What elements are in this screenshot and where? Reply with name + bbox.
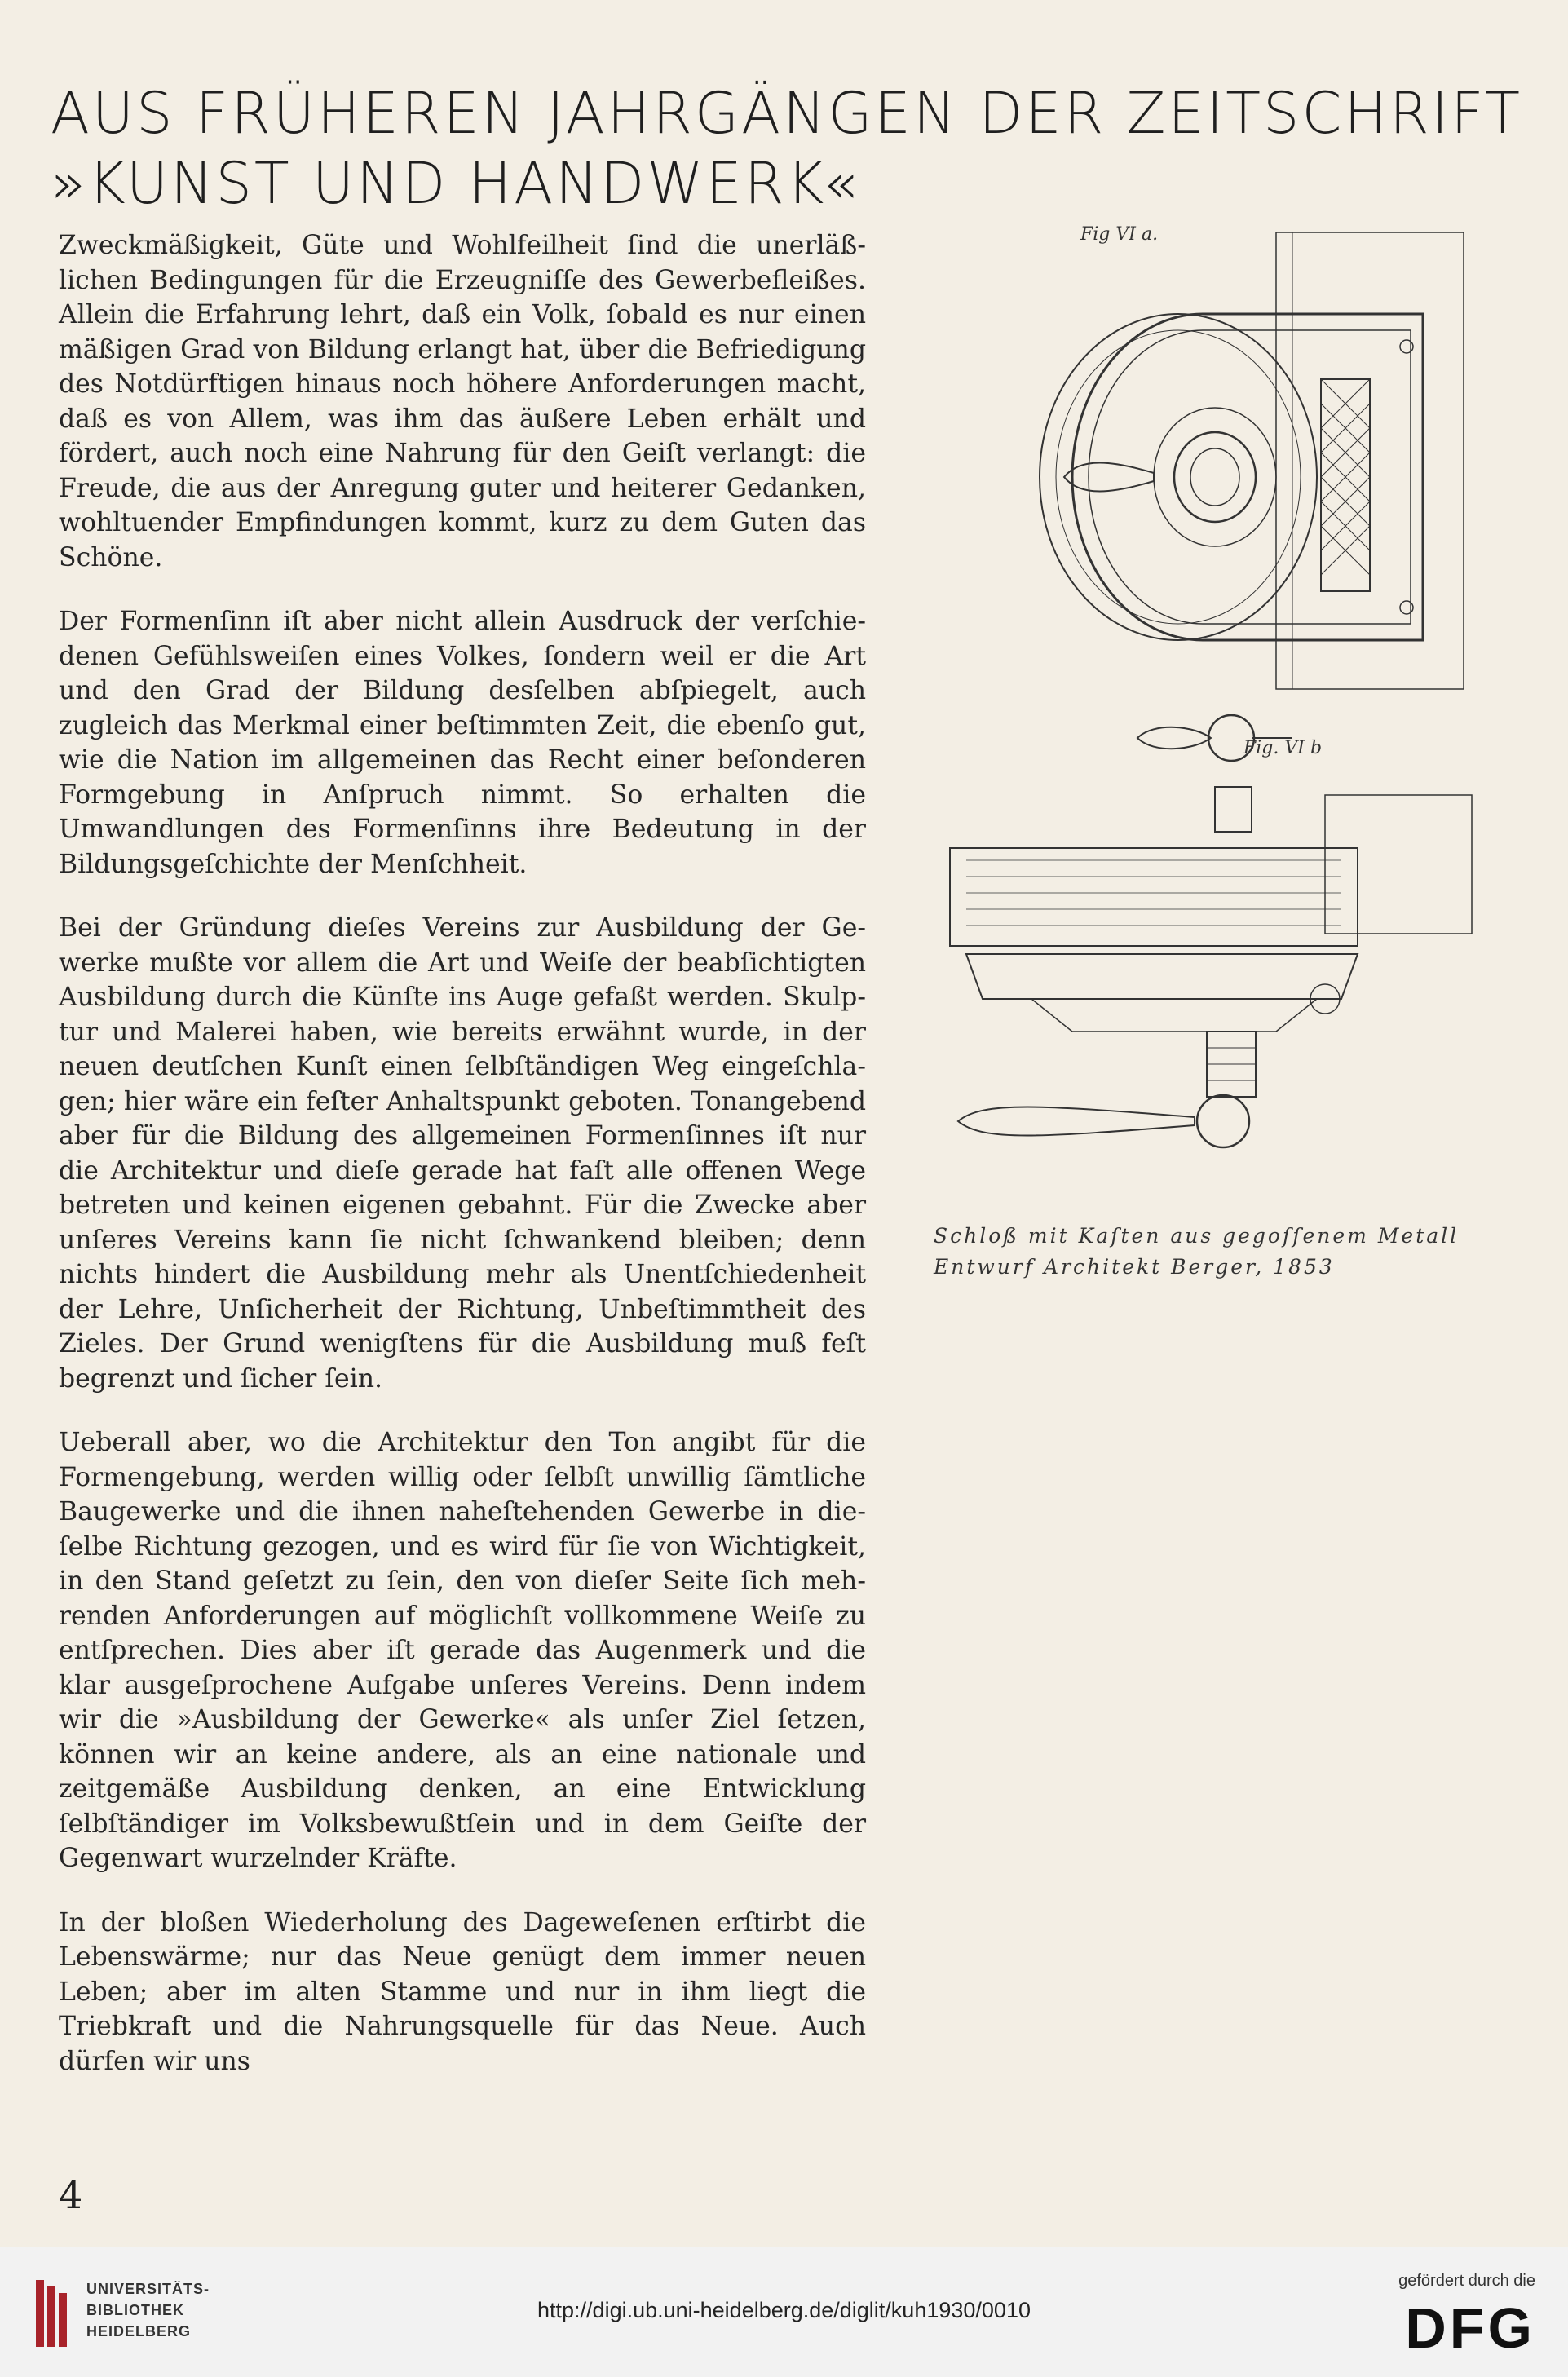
footer-bar (0, 2247, 1568, 2377)
logo-line-2: BIBLIOTHEK (86, 2302, 184, 2318)
paragraph-1: Zweckmäßigkeit, Güte und Wohlfeilheit ſind die unerläßlichen Bedingungen für die Erzeugniſſe des Gewerbefleißes. Allein die Erfahrung lehrt, daß ein Volk, ſobald es nur einen mäßigen Grad von Bildung erlangt hat, über die Befriedigung des Notdürftigen hinaus noch höhere Anforderungen macht, daß es von Allem, was ihm das äußere Leben erhält und fördert, auch noch eine Nahrung für den Geiſt verlangt: die Freude, die aus der Anregung guter und heiterer Gedanken, wohltuender Empfindungen kommt, kurz zu dem Guten das Schöne. (59, 231, 866, 572)
caption-line-1: Schloß mit Kaſten aus gegoſſenem Metall (934, 1224, 1460, 1248)
logo-line-1: UNIVERSITÄTS- (86, 2281, 210, 2297)
page-number: 4 (59, 2173, 83, 2217)
lock-illustration (934, 216, 1496, 1195)
paragraph-2: Der Formenſinn iſt aber nicht allein Ausdruck der verſchiedenen Gefühlsweiſen eines Volkes, ſondern weil er die Art und den Grad der Bildung desſelben abſpiegelt, auch zugleich das Merkmal einer beſtimmten Zeit, die ebenſo gut, wie die Nation im allgemeinen das Recht einer beſonderen Formgebung in Anſpruch nimmt. So erhalten die Umwandlungen des Formenſinns ihre Bedeutung in der Bildungsgeſchichte der Menſchheit. (59, 607, 866, 879)
article-title (51, 78, 1523, 219)
fig-label-a: Fig VI a. (1080, 224, 1159, 245)
lock-engraving (934, 216, 1496, 1195)
fig-label-b: Fig. VI b (1243, 738, 1323, 758)
title-line-1: AUS FRÜHEREN JAHRGÄNGEN DER ZEITSCHRIFT (51, 80, 1523, 147)
funded-by-text: gefördert durch die (1398, 2272, 1535, 2290)
dfg-logo: DFG (1405, 2296, 1535, 2360)
paragraph-3: Bei der Gründung dieſes Vereins zur Ausbildung der Gewerke mußte vor allem die Art und Weiſe der beabſichtigten Ausbildung durch die Künſte ins Auge gefaßt werden. Skulptur und Malerei haben, wie bereits erwähnt wurde, in der neuen deutſchen Kunſt einen ſelbſtändigen Weg eingeſchlagen; hier wäre ein feſter Anhaltspunkt geboten. Tonangebend aber für die Bildung des allgemeinen Formenſinnes iſt nur die Architektur und dieſe gerade hat faſt alle offenen Wege betreten und keinen eigenen gebahnt. Für die Zwecke aber unſeres Vereins kann ſie nicht ſchwankend bleiben; denn nichts hindert die Ausbildung mehr als Unentſchiedenheit der Lehre, Unſicherheit der Richtung, Unbeſtimmtheit des Zieles. Der Grund wenigſtens für die Ausbildung muß feſt begrenzt und ſicher ſein. (59, 913, 866, 1394)
caption-line-2: Entwurf Architekt Berger, 1853 (934, 1255, 1335, 1279)
figure-caption (934, 1221, 1504, 1283)
paragraph-5: In der bloßen Wiederholung des Dageweſenen erſtirbt die Lebenswärme; nur das Neue genügt dem immer neuen Leben; aber im alten Stamme und nur in ihm liegt die Triebkraft und die Nahrungsquelle für das Neue. Auch dürfen wir uns (59, 1907, 866, 2076)
logo-line-3: HEIDELBERG (86, 2323, 192, 2339)
permalink-url[interactable]: http://digi.ub.uni-heidelberg.de/diglit/kuh1930/0010 (537, 2298, 1031, 2322)
article-body (59, 228, 866, 2108)
title-line-2: »KUNST UND HANDWERK« (51, 150, 860, 217)
paragraph-4: Ueberall aber, wo die Architektur den Ton angibt für die Formengebung, werden willig oder ſelbſt unwillig ſämtliche Baugewerke und die ihnen naheſtehenden Gewerbe in dieſelbe Richtung gezogen, und es wird für ſie von Wichtigkeit, in den Stand geſetzt zu ſein, den von dieſer Seite ſich mehrenden Anforderungen auf möglichſt vollkommene Weiſe zu entſprechen. Dies aber iſt gerade das Augenmerk und die klar ausgeſprochene Aufgabe unſeres Vereins. Denn indem wir die »Ausbildung der Gewerke« als unſer Ziel ſetzen, können wir an keine andere, als an eine nationale und zeitgemäße Ausbildung denken, an eine Entwicklung ſelbſtändiger im Volksbewußtſein und in dem Geiſte der Gegenwart wurzelnder Kräfte. (59, 1428, 866, 1873)
